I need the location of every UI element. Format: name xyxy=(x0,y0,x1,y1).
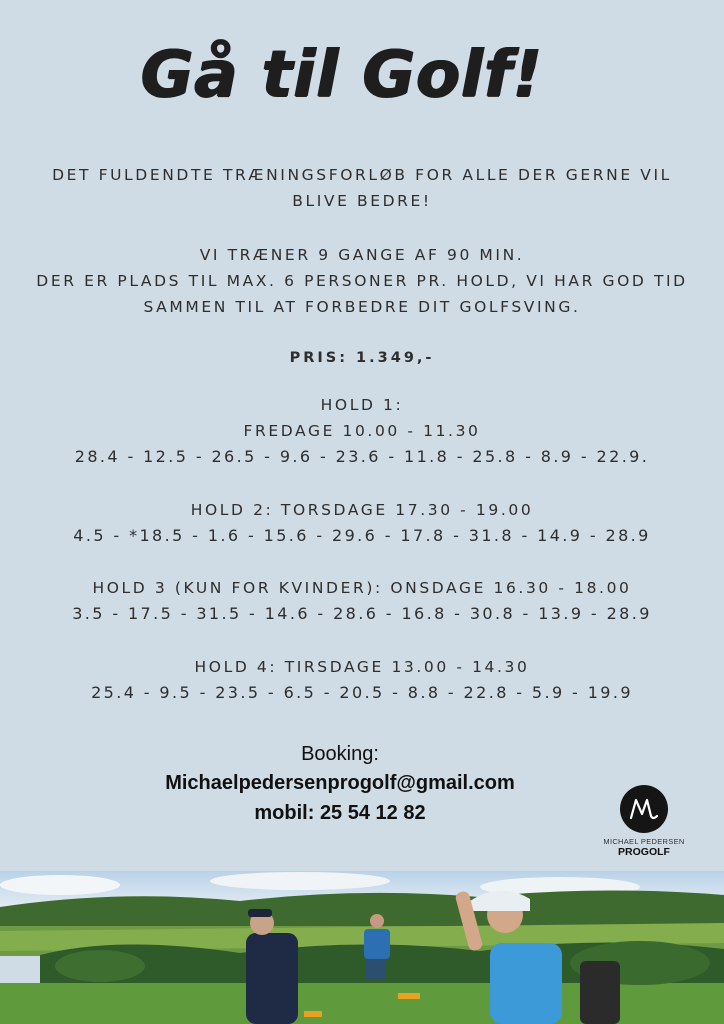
hold-2 xyxy=(0,497,724,549)
booking-section xyxy=(0,740,680,828)
hold-1-dates: 28.4 - 12.5 - 26.5 - 9.6 - 23.6 - 11.8 - 25.8 - 8.9 - 22.9. xyxy=(74,447,650,466)
hold-3-title: HOLD 3 (KUN FOR KVINDER): ONSDAGE 16.30 - 18.00 xyxy=(92,579,632,597)
hold-3 xyxy=(0,575,724,627)
hold-3-dates: 3.5 - 17.5 - 31.5 - 14.6 - 28.6 - 16.8 - 30.8 - 13.9 - 28.9 xyxy=(72,604,652,623)
hold-1 xyxy=(0,392,724,470)
intro-line-1: DET FULDENDTE TRÆNINGSFORLØB FOR ALLE DER GERNE VIL xyxy=(52,166,672,184)
price-label: PRIS: 1.349,- xyxy=(289,350,435,366)
intro-line-2: BLIVE BEDRE! xyxy=(292,192,432,210)
course-details xyxy=(0,242,724,320)
course-line-3: SAMMEN TIL AT FORBEDRE DIT GOLFSVING. xyxy=(143,298,581,316)
course-line-1: VI TRÆNER 9 GANGE AF 90 MIN. xyxy=(199,246,525,264)
booking-phone: mobil: 25 54 12 82 xyxy=(254,802,426,824)
course-line-2: DER ER PLADS TIL MAX. 6 PERSONER PR. HOLD, VI HAR GOD TID xyxy=(36,272,688,290)
hold-1-time: FREDAGE 10.00 - 11.30 xyxy=(243,422,481,440)
intro-text xyxy=(0,162,724,214)
progolf-logo xyxy=(598,785,690,859)
booking-email-link[interactable]: Michaelpedersenprogolf@gmail.com xyxy=(165,772,515,794)
hold-4-dates: 25.4 - 9.5 - 23.5 - 6.5 - 20.5 - 8.8 - 22.8 - 5.9 - 19.9 xyxy=(91,683,633,702)
hold-2-dates: 4.5 - *18.5 - 1.6 - 15.6 - 29.6 - 17.8 - 31.8 - 14.9 - 28.9 xyxy=(73,526,651,545)
headline: Gå til Golf! xyxy=(140,38,544,112)
hold-4-title: HOLD 4: TIRSDAGE 13.00 - 14.30 xyxy=(194,658,530,676)
hold-4 xyxy=(0,654,724,706)
golf-course-photo xyxy=(0,871,724,1024)
logo-mark-icon xyxy=(620,785,668,833)
logo-brand: PROGOLF xyxy=(618,846,670,858)
booking-label: Booking: xyxy=(301,743,379,765)
hold-2-title: HOLD 2: TORSDAGE 17.30 - 19.00 xyxy=(190,501,534,519)
hold-1-title: HOLD 1: xyxy=(320,396,404,414)
logo-name: MICHAEL PEDERSEN xyxy=(603,837,685,846)
